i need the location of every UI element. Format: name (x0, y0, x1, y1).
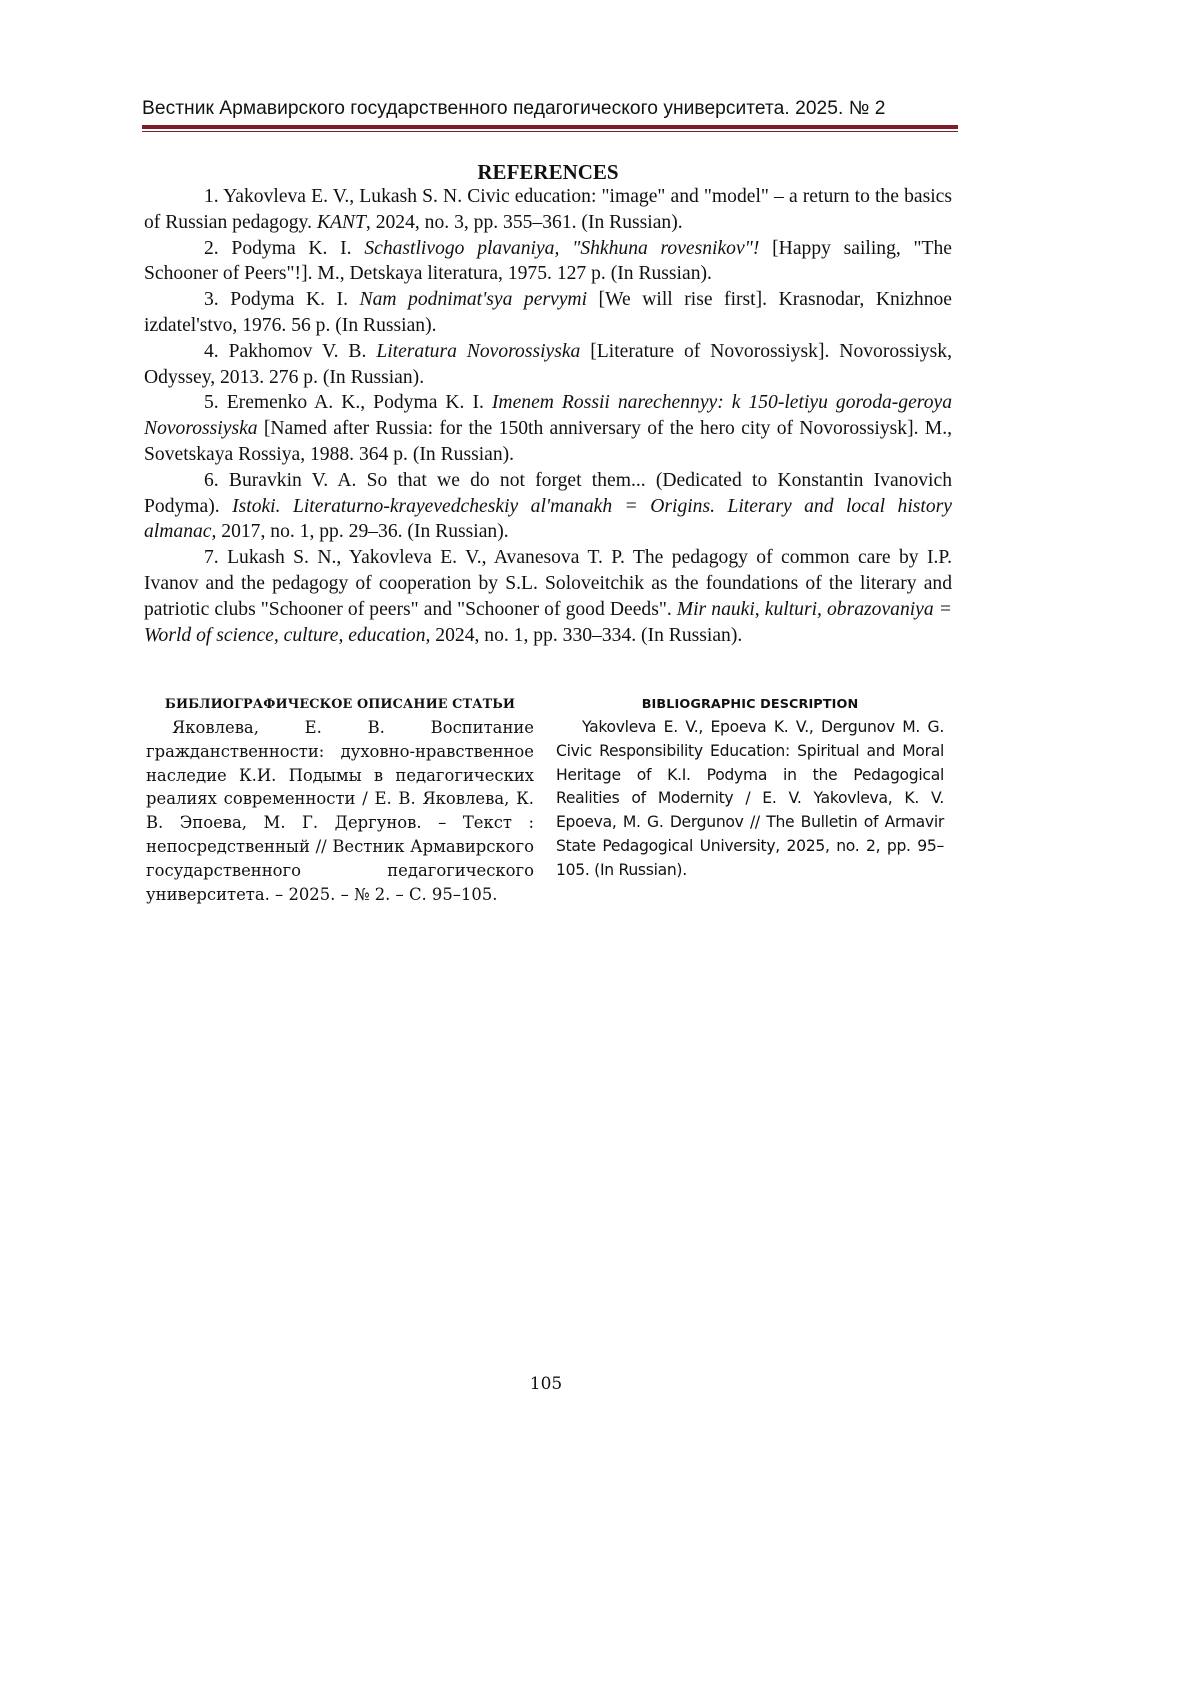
reference-item-3 (144, 287, 952, 339)
reference-text: 2. Podyma K. I. (204, 238, 364, 259)
reference-source-title: Istoki. Literaturno-krayevedcheskiy al'manakh = Origins. Literary and local history almanac, (144, 496, 952, 543)
references-title: REFERENCES (144, 159, 952, 185)
reference-details: 2024, no. 1, pp. 330–334. (In Russian). (430, 625, 742, 646)
reference-source-title: Imenem Rossii narechennyy: k 150-letiyu goroda-geroya Novorossiyska (144, 392, 952, 439)
reference-text: 1. Yakovleva E. V., Lukash S. N. Civic education: "image" and "model" – a return to the basics of Russian pedagogy. (144, 186, 952, 233)
reference-text: 5. Eremenko A. K., Podyma K. I. (204, 392, 492, 413)
reference-text: 7. Lukash S. N., Yakovleva E. V., Avanesova T. P. The pedagogy of common care by I.P. Ivanov and the pedagogy of cooperation by S.L. Soloveitchik as the foundations of the literary and patriotic clubs "Schooner of peers" and "Schooner of good Deeds". (144, 547, 952, 620)
reference-item-1 (144, 184, 952, 236)
reference-source-title: KANT (317, 212, 366, 233)
bibliographic-en-title: BIBLIOGRAPHIC DESCRIPTION (556, 694, 944, 716)
bibliographic-description-ru (146, 694, 534, 906)
bibliographic-ru-title: БИБЛИОГРАФИЧЕСКОЕ ОПИСАНИЕ СТАТЬИ (146, 694, 534, 716)
reference-details: [Literature of Novorossiysk]. Novorossiysk, Odyssey, 2013. 276 p. (In Russian). (144, 341, 952, 388)
bibliographic-description-en (556, 694, 944, 883)
reference-item-5 (144, 390, 952, 467)
reference-source-title: Nam podnimat'sya pervymi (360, 289, 588, 310)
bibliographic-en-text: Yakovleva E. V., Epoeva K. V., Dergunov M. G. Civic Responsibility Education: Spiritual and Moral Heritage of K.I. Podyma in the Pedagogical Realities of Modernity / E. V. Yakovleva, K. V. Epoeva, M. G. Dergunov // The Bulletin of Armavir State Pedagogical University, 2025, no. 2, pp. 95–105. (In Russian). (556, 716, 944, 883)
header-rule-thick (142, 125, 958, 129)
reference-item-6 (144, 468, 952, 545)
bibliographic-ru-text: Яковлева, Е. В. Воспитание гражданственности: духовно-нравственное наследие К.И. Подымы в педагогических реалиях современности / Е. В. Яковлева, К. В. Эпоева, М. Г. Дергунов. – Текст : непосредственный // Вестник Армавирского государственного педагогического университета. – 2025. – № 2. – С. 95–105. (146, 716, 534, 906)
reference-source-title: Schastlivogo plavaniya, "Shkhuna rovesnikov"! (364, 238, 759, 259)
reference-details: [We will rise first]. Krasnodar, Knizhnoe izdatel'stvo, 1976. 56 p. (In Russian). (144, 289, 952, 336)
reference-text: 3. Podyma K. I. (204, 289, 360, 310)
references-list (144, 184, 952, 648)
page-number: 105 (0, 1374, 1092, 1394)
reference-details: [Named after Russia: for the 150th anniversary of the hero city of Novorossiysk]. M., Sovetskaya Rossiya, 1988. 364 p. (In Russian). (144, 418, 952, 465)
reference-item-7 (144, 545, 952, 648)
reference-text: 6. Buravkin V. A. So that we do not forget them... (Dedicated to Konstantin Ivanovich Podyma). (144, 470, 952, 517)
reference-item-4 (144, 339, 952, 391)
reference-item-2 (144, 236, 952, 288)
reference-source-title: Mir nauki, kulturi, obrazovaniya = World of science, culture, education, (144, 599, 952, 646)
header-rule-thin (142, 131, 958, 132)
reference-text: 4. Pakhomov V. B. (204, 341, 376, 362)
reference-details: , 2024, no. 3, pp. 355–361. (In Russian). (366, 212, 683, 233)
reference-source-title: Literatura Novorossiyska (376, 341, 580, 362)
reference-details: [Happy sailing, "The Schooner of Peers"!]. M., Detskaya literatura, 1975. 127 p. (In Russian). (144, 238, 952, 285)
reference-details: 2017, no. 1, pp. 29–36. (In Russian). (216, 521, 508, 542)
journal-running-head: Вестник Армавирского государственного педагогического университета. 2025. № 2 (142, 98, 958, 120)
